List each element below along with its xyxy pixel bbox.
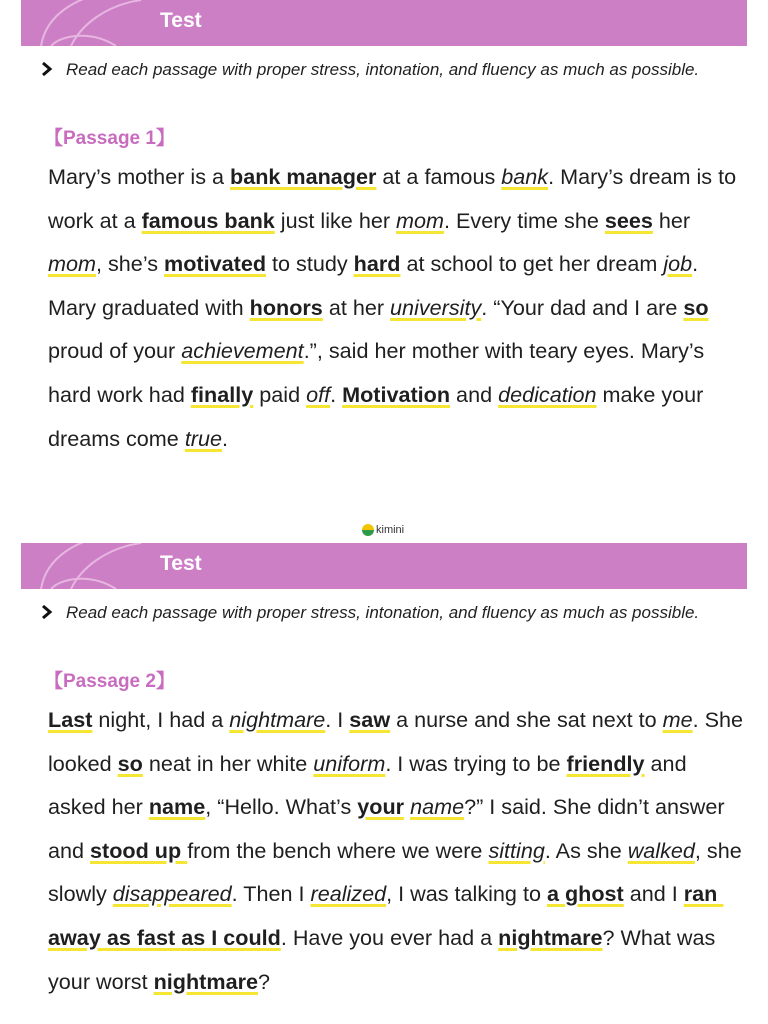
text-run: . Every time she xyxy=(444,207,605,233)
emphasized-word: realized xyxy=(310,881,387,907)
emphasized-word: achievement xyxy=(181,338,304,364)
text-run: , I was talking to xyxy=(386,881,547,907)
text-run: . Have you ever had a xyxy=(280,924,499,950)
text-run: , she slowly xyxy=(48,837,748,907)
emphasized-word: disappeared xyxy=(112,881,232,907)
emphasized-word: your xyxy=(357,794,405,820)
emphasized-word: nightmare xyxy=(153,968,258,994)
emphasized-word: mom xyxy=(48,251,96,277)
emphasized-word: uniform xyxy=(313,750,386,776)
emphasized-word: stood up xyxy=(90,837,188,863)
banner-title: Test xyxy=(160,9,202,32)
chevron-right-icon xyxy=(40,62,54,76)
emphasized-word: job xyxy=(663,251,693,277)
passage-label: 【Passage 1】 xyxy=(44,128,175,149)
emphasized-word: bank xyxy=(501,164,549,189)
emphasized-word: name xyxy=(410,794,465,820)
header-banner xyxy=(21,543,747,589)
text-run: to study xyxy=(266,251,354,277)
emphasized-word: finally xyxy=(190,381,254,407)
emphasized-word: sitting xyxy=(488,837,545,863)
emphasized-word: famous bank xyxy=(141,207,275,233)
text-run: . I xyxy=(325,707,350,732)
instruction xyxy=(40,59,730,80)
logo xyxy=(362,522,404,538)
text-run: , she’s xyxy=(96,251,165,277)
emphasized-word: bank manager xyxy=(230,164,377,189)
text-run: . She looked xyxy=(48,707,750,776)
text-run: .”, said her mother with teary eyes. Mary’s hard work had xyxy=(48,338,711,407)
text-run: night, I had a xyxy=(92,707,230,732)
banner-title: Test xyxy=(160,552,202,575)
emphasized-word: nightmare xyxy=(229,707,326,732)
emphasized-word: Last xyxy=(48,707,93,732)
text-run: . Mary graduated with xyxy=(48,251,705,320)
text-run: and I xyxy=(623,881,684,907)
text-run: Mary’s mother is a xyxy=(48,164,230,189)
text-run: at her xyxy=(322,294,391,320)
text-run: . xyxy=(222,425,229,451)
emphasized-word: me xyxy=(662,707,693,732)
emphasized-word: true xyxy=(184,425,223,451)
emphasized-word: a ghost xyxy=(546,881,624,907)
text-run: her xyxy=(652,207,697,233)
logo-text: kimini xyxy=(376,524,405,536)
emphasized-word: hard xyxy=(353,251,401,277)
text-run: ?” I said. She didn’t answer and xyxy=(48,794,731,863)
text-run: ? What was your worst xyxy=(48,924,722,994)
text-run: at a famous xyxy=(376,164,502,189)
text-run: paid xyxy=(253,381,307,407)
text-run: . I was trying to be xyxy=(385,750,567,776)
text-run: . xyxy=(330,381,343,407)
text-run: proud of your xyxy=(48,294,715,364)
text-run: ? xyxy=(258,968,271,994)
instruction xyxy=(40,602,730,623)
emphasized-word: mom xyxy=(396,207,445,233)
text-run: . Then I xyxy=(231,881,311,907)
instruction-text: Read each passage with proper stress, intonation, and fluency as much as possible. xyxy=(66,60,700,79)
text-run: and xyxy=(450,381,499,407)
header-banner xyxy=(21,0,747,46)
emphasized-word: sees xyxy=(604,207,653,233)
text-run: . As she xyxy=(544,837,628,863)
emphasized-word: so xyxy=(117,750,143,776)
emphasized-word: Motivation xyxy=(342,381,451,407)
emphasized-word: off xyxy=(306,381,331,407)
text-run: a nurse and she sat next to xyxy=(390,707,663,732)
emphasized-word: nightmare xyxy=(498,924,603,950)
passage-text xyxy=(48,155,748,460)
emphasized-word: friendly xyxy=(566,750,645,776)
emphasized-word: motivated xyxy=(164,251,267,277)
emphasized-word: name xyxy=(148,794,206,820)
text-run: neat in her white xyxy=(142,750,314,776)
text-run: . Mary’s dream is to work at a xyxy=(48,164,743,233)
text-run: just like her xyxy=(274,207,397,233)
text-run: at school to get her dream xyxy=(400,251,664,277)
text-run: and asked her xyxy=(48,750,693,820)
leaf-decoration-icon xyxy=(21,0,161,46)
text-run: make your dreams come xyxy=(48,381,710,451)
chevron-right-icon xyxy=(40,605,54,619)
emphasized-word: university xyxy=(390,294,482,320)
emphasized-word: dedication xyxy=(498,381,597,407)
leaf-decoration-icon xyxy=(21,543,161,589)
passage-text xyxy=(48,698,748,1003)
text-run: , “Hello. What’s xyxy=(205,794,358,820)
text-run: from the bench where we were xyxy=(187,837,489,863)
emphasized-word: saw xyxy=(349,707,391,732)
instruction-text: Read each passage with proper stress, intonation, and fluency as much as possible. xyxy=(66,603,700,622)
kimini-logo-icon xyxy=(362,524,374,536)
emphasized-word: honors xyxy=(249,294,323,320)
text-run: . “Your dad and I are xyxy=(481,294,684,320)
passage-label: 【Passage 2】 xyxy=(44,671,175,692)
emphasized-word: walked xyxy=(627,837,695,863)
emphasized-word: ran away as fast as I could xyxy=(48,881,724,950)
emphasized-word: so xyxy=(683,294,709,320)
